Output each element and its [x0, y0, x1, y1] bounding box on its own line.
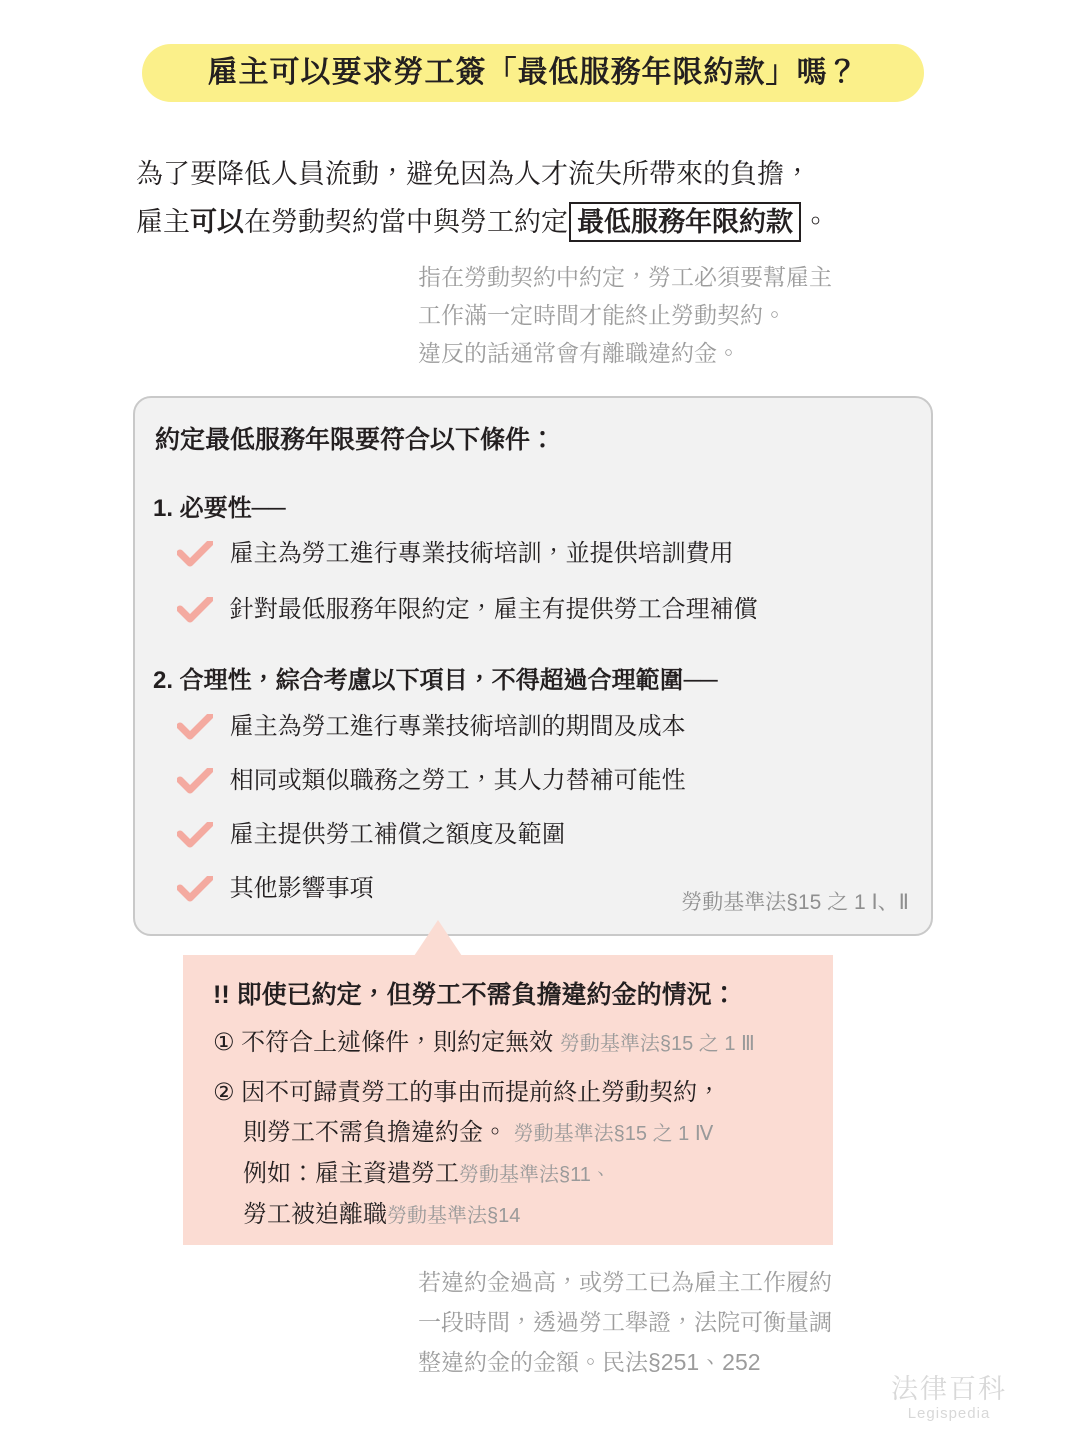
callout-item-2-line-1: ② 因不可歸責勞工的事由而提前終止勞動契約， — [213, 1079, 722, 1106]
check-icon — [177, 876, 215, 902]
section-1-heading: 1. 必要性── — [153, 495, 286, 522]
check-icon — [177, 541, 215, 567]
watermark-main: 法律百科 — [891, 1374, 1007, 1404]
note-bottom-line-1: 若違約金過高，或勞工已為雇主工作履約 — [418, 1269, 832, 1295]
callout-item-2-line-3-ref: 勞動基準法§11、 — [459, 1164, 611, 1186]
note-bottom-line-3: 整違約金的金額。民法§251、252 — [418, 1349, 761, 1375]
conditions-card-title: 約定最低服務年限要符合以下條件： — [155, 426, 556, 454]
list-item — [177, 819, 566, 850]
callout-item-1-ref: 勞動基準法§15 之 1 Ⅲ — [559, 1033, 755, 1055]
page-title — [142, 44, 924, 102]
boxed-term-minimum-service-period: 最低服務年限約款 — [569, 202, 801, 242]
list-item — [177, 765, 686, 796]
note-top-line-3: 違反的話通常會有離職違約金。 — [418, 340, 740, 366]
note-top — [418, 258, 958, 372]
intro-line-2 — [136, 198, 936, 246]
callout-item-2-line-3 — [213, 1154, 721, 1195]
list-item — [177, 873, 374, 904]
title-text: 雇主可以要求勞工簽「最低服務年限約款」嗎？ — [207, 56, 859, 89]
check-icon — [177, 768, 215, 794]
intro-paragraph — [136, 150, 936, 246]
callout-item-2 — [213, 1073, 721, 1236]
note-bottom — [418, 1262, 958, 1382]
list-item — [177, 594, 758, 625]
check-icon — [177, 822, 215, 848]
callout-box — [183, 955, 833, 1245]
list-item-label: 相同或類似職務之勞工，其人力替補可能性 — [229, 766, 686, 794]
list-item — [177, 711, 686, 742]
note-top-line-2: 工作滿一定時間才能終止勞動契約。 — [418, 302, 786, 328]
list-item-label: 雇主為勞工進行專業技術培訓的期間及成本 — [229, 712, 686, 740]
callout-item-2-line-4-text: 勞工被迫離職 — [243, 1201, 387, 1228]
check-icon — [177, 714, 215, 740]
conditions-card — [133, 396, 933, 936]
callout-item-2-line-4-ref: 勞動基準法§14 — [387, 1205, 521, 1227]
list-item-label: 其他影響事項 — [229, 874, 374, 902]
law-reference: 勞動基準法§15 之 1 Ⅰ、Ⅱ — [681, 891, 909, 914]
list-item-label: 雇主為勞工進行專業技術培訓，並提供培訓費用 — [229, 539, 734, 567]
intro-emphasis-keyi: 可以 — [190, 207, 244, 237]
callout-item-2-line-2-ref: 勞動基準法§15 之 1 Ⅳ — [513, 1123, 714, 1145]
intro-line2-part-c: 在勞動契約當中與勞工約定 — [244, 207, 568, 237]
check-icon — [177, 597, 215, 623]
callout-item-2-line-2 — [213, 1113, 721, 1154]
section-2-heading: 2. 合理性，綜合考慮以下項目，不得超過合理範圍── — [153, 667, 718, 694]
intro-line2-part-d: 。 — [802, 207, 829, 237]
list-item-label: 針對最低服務年限約定，雇主有提供勞工合理補償 — [229, 595, 758, 623]
note-top-line-1: 指在勞動契約中約定，勞工必須要幫雇主 — [418, 264, 832, 290]
note-bottom-line-2: 一段時間，透過勞工舉證，法院可衡量調 — [418, 1309, 832, 1335]
callout-item-1 — [213, 1023, 755, 1064]
callout-title: !! 即使已約定，但勞工不需負擔違約金的情況： — [213, 981, 737, 1009]
callout-item-1-text: ① 不符合上述條件，則約定無效 — [213, 1029, 554, 1056]
callout-item-2-line-3-text: 例如：雇主資遣勞工 — [243, 1160, 459, 1187]
intro-line2-part-a: 雇主 — [136, 207, 190, 237]
callout-item-2-line-2-text: 則勞工不需負擔違約金。 — [243, 1119, 507, 1146]
list-item-label: 雇主提供勞工補償之額度及範圍 — [229, 820, 566, 848]
intro-line-1: 為了要降低人員流動，避免因為人才流失所帶來的負擔， — [136, 159, 811, 189]
watermark — [891, 1373, 1007, 1423]
list-item — [177, 538, 734, 569]
watermark-sub: Legispedia — [907, 1405, 991, 1422]
callout-arrow — [414, 920, 462, 956]
callout-item-2-line-4 — [213, 1195, 721, 1236]
